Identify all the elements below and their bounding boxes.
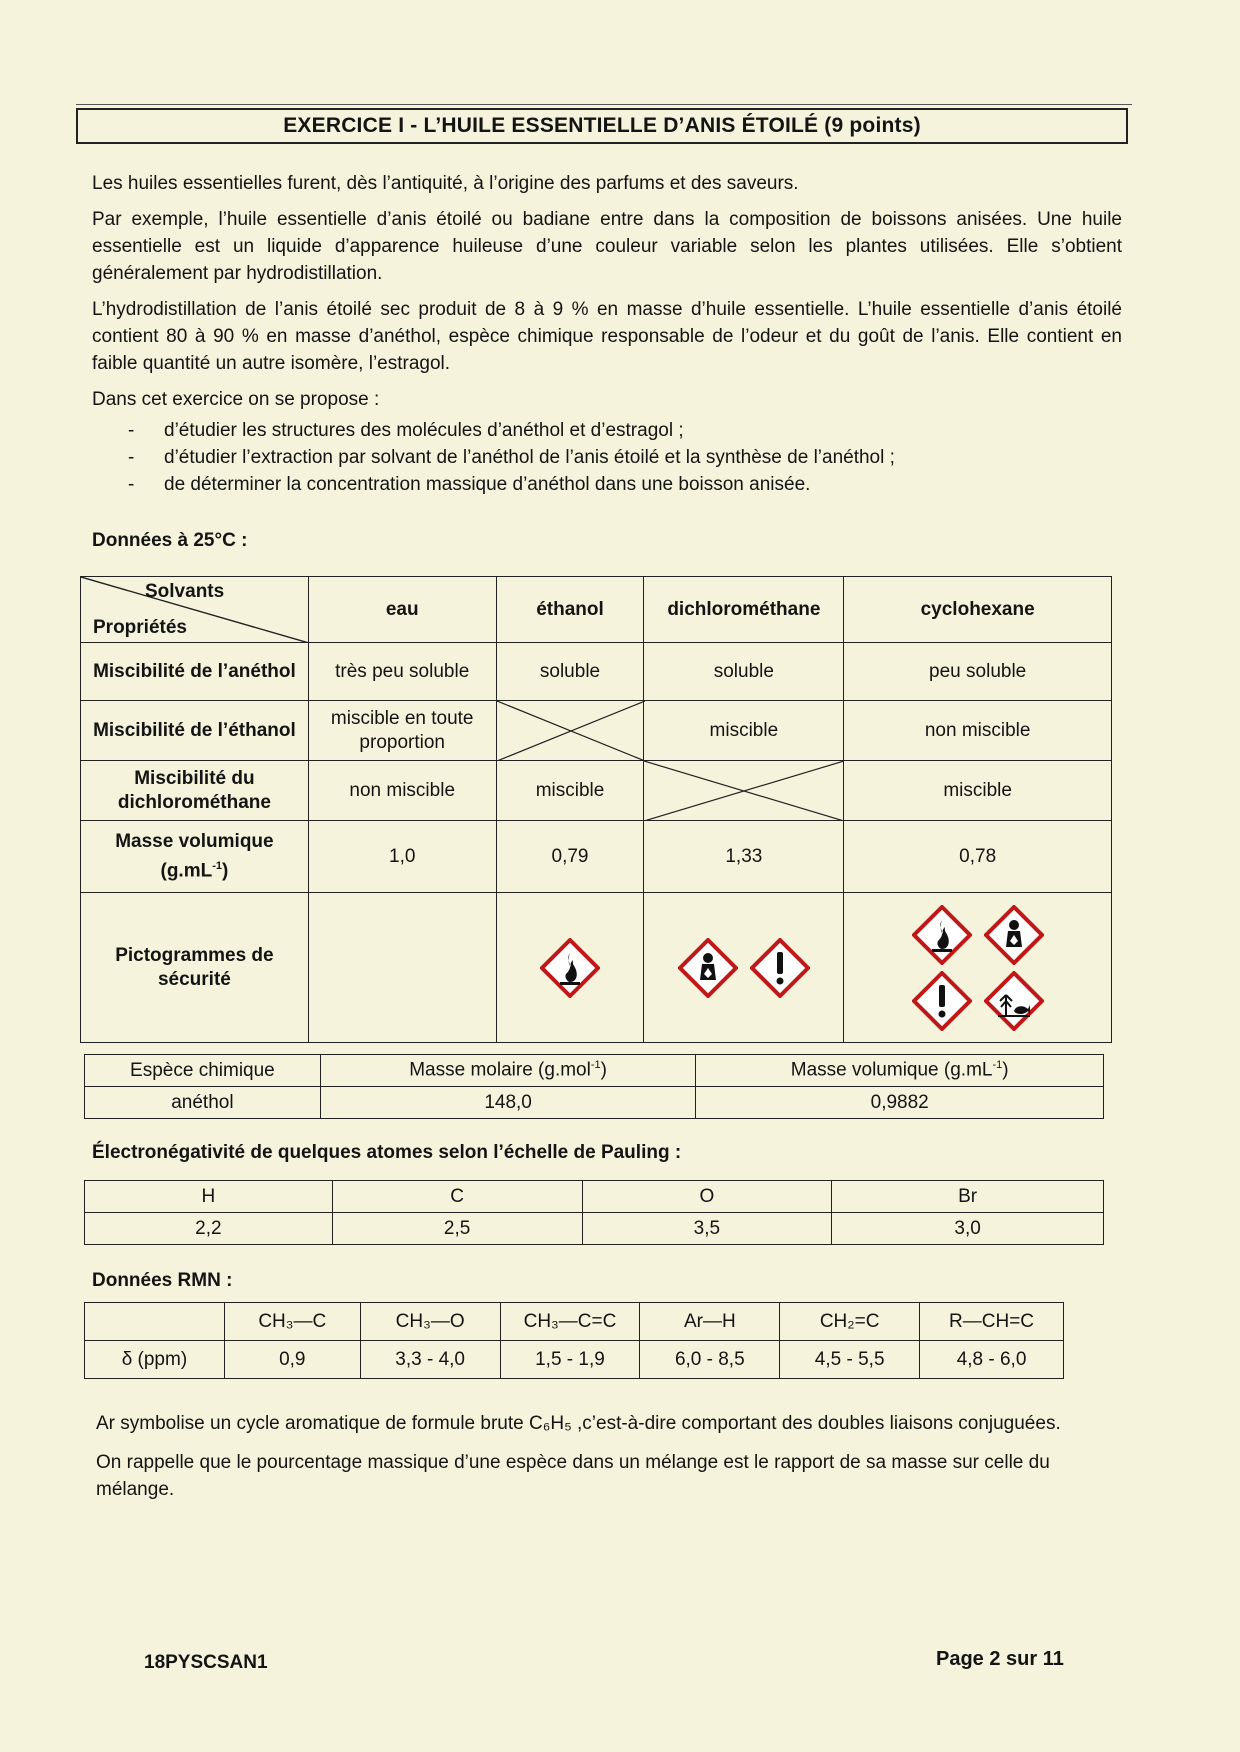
electronegativity-value: 2,5 [332, 1213, 582, 1245]
intro-paragraph-1: Les huiles essentielles furent, dès l’antiquité, à l’origine des parfums et des saveurs. [92, 173, 799, 194]
electronegativity-value: 3,0 [832, 1213, 1104, 1245]
solvent-header: cyclohexane [844, 577, 1112, 643]
rmn-label: δ (ppm) [85, 1341, 225, 1379]
table-cell: très peu soluble [308, 643, 496, 701]
electronegativity-value: 2,2 [85, 1213, 333, 1245]
molar-header-text: Masse volumique (g.mL [790, 1059, 993, 1081]
atom-header: Br [832, 1181, 1104, 1213]
pictograms-dichloromethane [644, 893, 844, 1043]
table-cell: non miscible [844, 701, 1112, 761]
rmn-value: 4,8 - 6,0 [920, 1341, 1064, 1379]
electronegativity-value: 3,5 [582, 1213, 832, 1245]
corner-proprietes: Propriétés [93, 617, 187, 638]
row-label: Miscibilité du dichlorométhane [81, 761, 309, 821]
row-label: Miscibilité de l’éthanol [81, 701, 309, 761]
solvent-header: dichlorométhane [644, 577, 844, 643]
rmn-group: CH₃—C=C [500, 1303, 640, 1341]
table-cell: soluble [496, 643, 644, 701]
page-number: Page 2 sur 11 [936, 1648, 1064, 1670]
atom-header: O [582, 1181, 832, 1213]
crossed-cell [496, 701, 644, 761]
electronegativity-title: Électronégativité de quelques atomes selon l’échelle de Pauling : [92, 1142, 682, 1163]
corner-solvants: Solvants [145, 581, 225, 602]
health-hazard-icon [678, 938, 738, 998]
flame-icon [912, 905, 972, 965]
table-cell: miscible [644, 701, 844, 761]
exclamation-icon [912, 971, 972, 1031]
atom-header: H [85, 1181, 333, 1213]
molar-header-sup: -1 [590, 1059, 601, 1072]
environment-icon [984, 971, 1044, 1031]
rmn-value: 0,9 [224, 1341, 360, 1379]
outro-paragraph-2: On rappelle que le pourcentage massique d’une espèce dans un mélange est le rapport de sa masse sur celle du mélange. [96, 1452, 1050, 1500]
table-cell: miscible [844, 761, 1112, 821]
row-label [81, 821, 309, 893]
row-label-close: ) [222, 860, 229, 882]
row-label: Miscibilité de l’anéthol [81, 643, 309, 701]
atom-header: C [332, 1181, 582, 1213]
molar-cell: anéthol [85, 1087, 321, 1119]
intro-paragraph-2: Par exemple, l’huile essentielle d’anis étoilé ou badiane entre dans la composition de boissons anisées. Une huile essentielle est un liquide d’apparence huileuse d’une couleur variable selon les plantes utilisées. Elle s’obtient généralement par hydrodistillation. [92, 209, 1122, 284]
rmn-title: Données RMN : [92, 1270, 233, 1291]
rmn-corner [85, 1303, 225, 1341]
molar-header: Espèce chimique [85, 1055, 321, 1087]
rmn-group: CH₂=C [780, 1303, 920, 1341]
molar-cell: 0,9882 [696, 1087, 1104, 1119]
anethol-data-table [84, 1054, 1104, 1119]
rmn-group: R—CH=C [920, 1303, 1064, 1341]
table-cell: 1,0 [308, 821, 496, 893]
rmn-group: CH₃—O [360, 1303, 500, 1341]
molar-header-text: Masse molaire (g.mol [409, 1059, 591, 1081]
exercise-title-text: EXERCICE I - L’HUILE ESSENTIELLE D’ANIS ÉTOILÉ (9 points) [283, 114, 921, 137]
objective-item: - d’étudier l’extraction par solvant de l’anéthol de l’anis étoilé et la synthèse de l’anéthol ; [92, 444, 1122, 471]
objective-item: - d’étudier les structures des molécules d’anéthol et d’estragol ; [92, 417, 1122, 444]
cross-mark [644, 761, 844, 821]
solvent-header: eau [308, 577, 496, 643]
molar-header [320, 1055, 696, 1087]
solvent-header: éthanol [496, 577, 644, 643]
rmn-value: 1,5 - 1,9 [500, 1341, 640, 1379]
crossed-cell [644, 761, 844, 821]
pictograms-eau [308, 893, 496, 1043]
outro-paragraph-1: Ar symbolise un cycle aromatique de formule brute C₆H₅ ,c’est-à-dire comportant des doubles liaisons conjuguées. [96, 1413, 1061, 1434]
exclamation-icon [750, 938, 810, 998]
molar-cell: 148,0 [320, 1087, 696, 1119]
table-cell: soluble [644, 643, 844, 701]
rmn-group: Ar—H [640, 1303, 780, 1341]
flame-icon [540, 938, 600, 998]
molar-header-sup: -1 [992, 1059, 1003, 1072]
picto-row [497, 938, 644, 998]
exercise-title [76, 108, 1128, 144]
objectives-list [92, 417, 1122, 498]
molar-header-close: ) [600, 1059, 607, 1081]
table-cell: 0,78 [844, 821, 1112, 893]
row-label-main: Masse volumique [115, 830, 274, 852]
solvent-properties-table [80, 576, 1112, 1043]
table-cell: 1,33 [644, 821, 844, 893]
exam-code: 18PYSCSAN1 [144, 1652, 268, 1673]
rmn-value: 4,5 - 5,5 [780, 1341, 920, 1379]
cross-mark [497, 701, 645, 761]
table-cell: 0,79 [496, 821, 644, 893]
table-cell: miscible en toute proportion [308, 701, 496, 761]
table-cell: miscible [496, 761, 644, 821]
intro-paragraph-4: Dans cet exercice on se propose : [92, 389, 380, 410]
health-hazard-icon [984, 905, 1044, 965]
table-cell: non miscible [308, 761, 496, 821]
row-label-unit: (g.mL [160, 860, 213, 882]
objective-item: - de déterminer la concentration massique d’anéthol dans une boisson anisée. [92, 471, 1122, 498]
rmn-value: 6,0 - 8,5 [640, 1341, 780, 1379]
pictograms-cyclohexane [844, 893, 1112, 1043]
molar-header [696, 1055, 1104, 1087]
table-corner-header [81, 577, 309, 643]
row-label-sup: -1 [212, 859, 222, 872]
picto-row [844, 905, 1111, 965]
molar-header-close: ) [1002, 1059, 1009, 1081]
rmn-group: CH₃—C [224, 1303, 360, 1341]
donnees-title: Données à 25°C : [92, 530, 248, 551]
electronegativity-table [84, 1180, 1104, 1245]
intro-paragraph-3: L’hydrodistillation de l’anis étoilé sec produit de 8 à 9 % en masse d’huile essentielle. L’huile essentielle d’anis étoilé contient 80 à 90 % en masse d’anéthol, espèce chimique responsable de l’odeur et du goût de l’anis. Elle contient en faible quantité un autre isomère, l’estragol. [92, 299, 1122, 374]
intro-text [92, 170, 1122, 498]
picto-row [644, 938, 843, 998]
pictograms-ethanol [496, 893, 644, 1043]
rmn-table [84, 1302, 1064, 1379]
table-cell: peu soluble [844, 643, 1112, 701]
outro-text [96, 1410, 1126, 1515]
picto-row [844, 971, 1111, 1031]
row-label: Pictogrammes de sécurité [81, 893, 309, 1043]
rmn-value: 3,3 - 4,0 [360, 1341, 500, 1379]
